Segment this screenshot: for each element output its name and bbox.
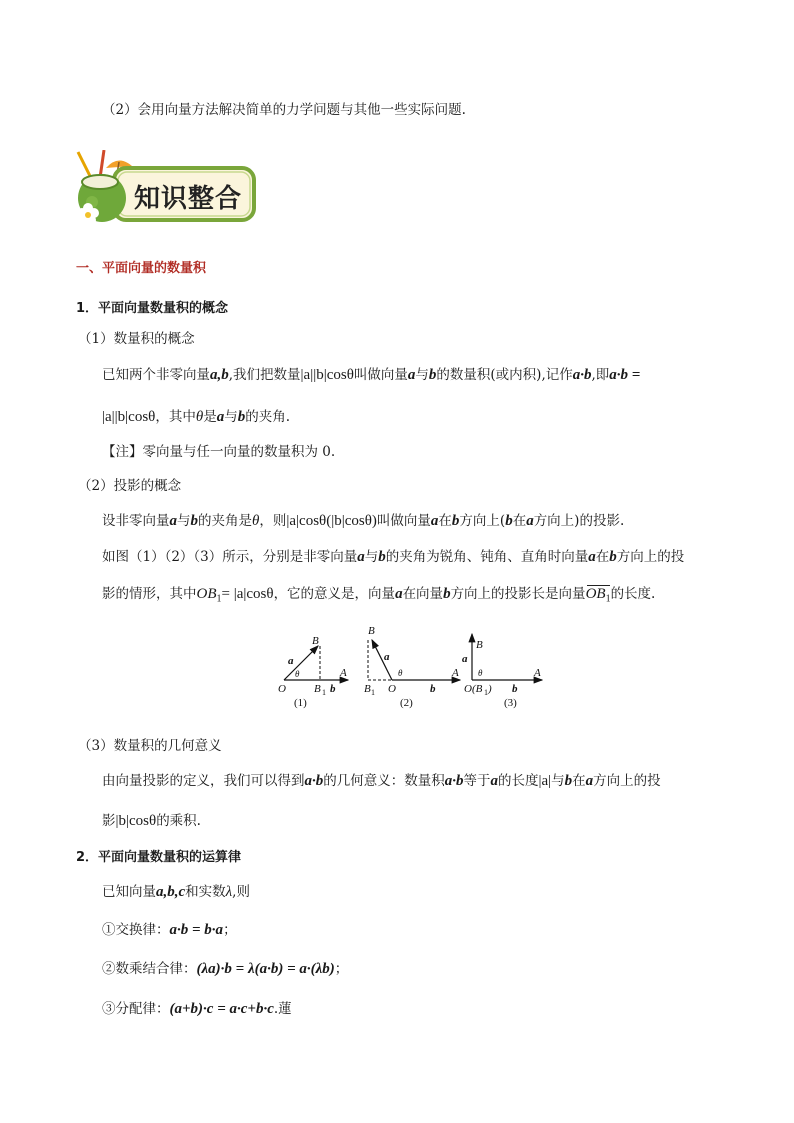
svg-text:(1): (1) (294, 697, 307, 709)
svg-text:b: b (430, 683, 436, 695)
paragraph-line: 如图（1）（2）（3）所示，分别是非零向量a与b的夹角为锐角、钝角、直角时向量a在b方向上的投 (102, 549, 685, 565)
note: 【注】零向量与任一向量的数量积为 0. (102, 444, 336, 460)
svg-text:B: B (476, 639, 483, 651)
svg-text:B: B (314, 683, 321, 695)
svg-text:): ) (488, 683, 492, 695)
svg-text:a: a (288, 655, 294, 667)
paragraph-line: 已知两个非零向量a,b,我们把数量|a||b|cosθ叫做向量a与b的数量积(或内积),记作a·b,即a·b = (102, 367, 641, 383)
knowledge-banner (72, 150, 258, 228)
item-heading: （2）投影的概念 (78, 478, 182, 494)
law-distributive: ③分配律：(a+b)·c = a·c+b·c.蓮 (102, 1001, 292, 1017)
svg-text:O(B: O(B (464, 683, 483, 695)
banner-title: 知识整合 (134, 184, 243, 214)
paragraph-line: 影|b|cosθ的乘积. (102, 813, 201, 829)
subsection-title: 1．平面向量数量积的概念 (76, 301, 229, 316)
svg-text:θ: θ (478, 668, 483, 678)
svg-text:b: b (330, 683, 336, 695)
svg-text:1: 1 (484, 688, 488, 697)
svg-text:A: A (534, 667, 541, 679)
law-scalar-associative: ②数乘结合律：(λa)·b = λ(a·b) = a·(λb)； (102, 961, 349, 977)
svg-text:θ: θ (398, 668, 403, 678)
svg-text:1: 1 (371, 688, 375, 697)
svg-text:A: A (452, 667, 459, 679)
svg-text:a: a (462, 653, 468, 665)
svg-text:(3): (3) (504, 697, 517, 709)
paragraph-line: |a||b|cosθ，其中θ是a与b的夹角. (102, 409, 291, 425)
section-title: 一、平面向量的数量积 (76, 261, 207, 276)
svg-text:(2): (2) (400, 697, 413, 709)
figure-obtuse (364, 625, 460, 709)
svg-text:a: a (384, 651, 390, 663)
svg-text:B: B (364, 683, 371, 695)
item-heading: （3）数量积的几何意义 (78, 738, 222, 754)
svg-text:b: b (512, 683, 518, 695)
subsection-title: 2．平面向量数量积的运算律 (76, 850, 242, 865)
svg-text:O: O (388, 683, 396, 695)
intro-item: （2）会用向量方法解决简单的力学问题与其他一些实际问题. (102, 102, 466, 118)
svg-text:B: B (312, 635, 319, 647)
svg-text:O: O (278, 683, 286, 695)
svg-text:A: A (340, 667, 347, 679)
svg-text:θ: θ (295, 669, 300, 679)
svg-text:1: 1 (322, 688, 326, 697)
figure-right (462, 634, 542, 709)
svg-text:B: B (368, 625, 375, 637)
paragraph-line: 已知向量a,b,c和实数λ,则 (102, 884, 250, 900)
figure-acute (278, 635, 348, 709)
law-commutative: ①交换律：a·b = b·a； (102, 922, 237, 938)
paragraph-line: 由向量投影的定义，我们可以得到a·b的几何意义：数量积a·b等于a的长度|a|与b在a方向上的投 (102, 773, 661, 789)
item-heading: （1）数量积的概念 (78, 331, 195, 347)
paragraph-line: 影的情形，其中$OB_1= |a|\cos\theta$，它的意义是，向量a在向量b方向上的投影长是向量$OB_1$的长度. (102, 586, 656, 605)
projection-figure (272, 618, 552, 714)
paragraph-line: 设非零向量a与b的夹角是θ，则|a|cosθ(|b|cosθ)叫做向量a在b方向上(b在a方向上)的投影. (102, 513, 625, 529)
